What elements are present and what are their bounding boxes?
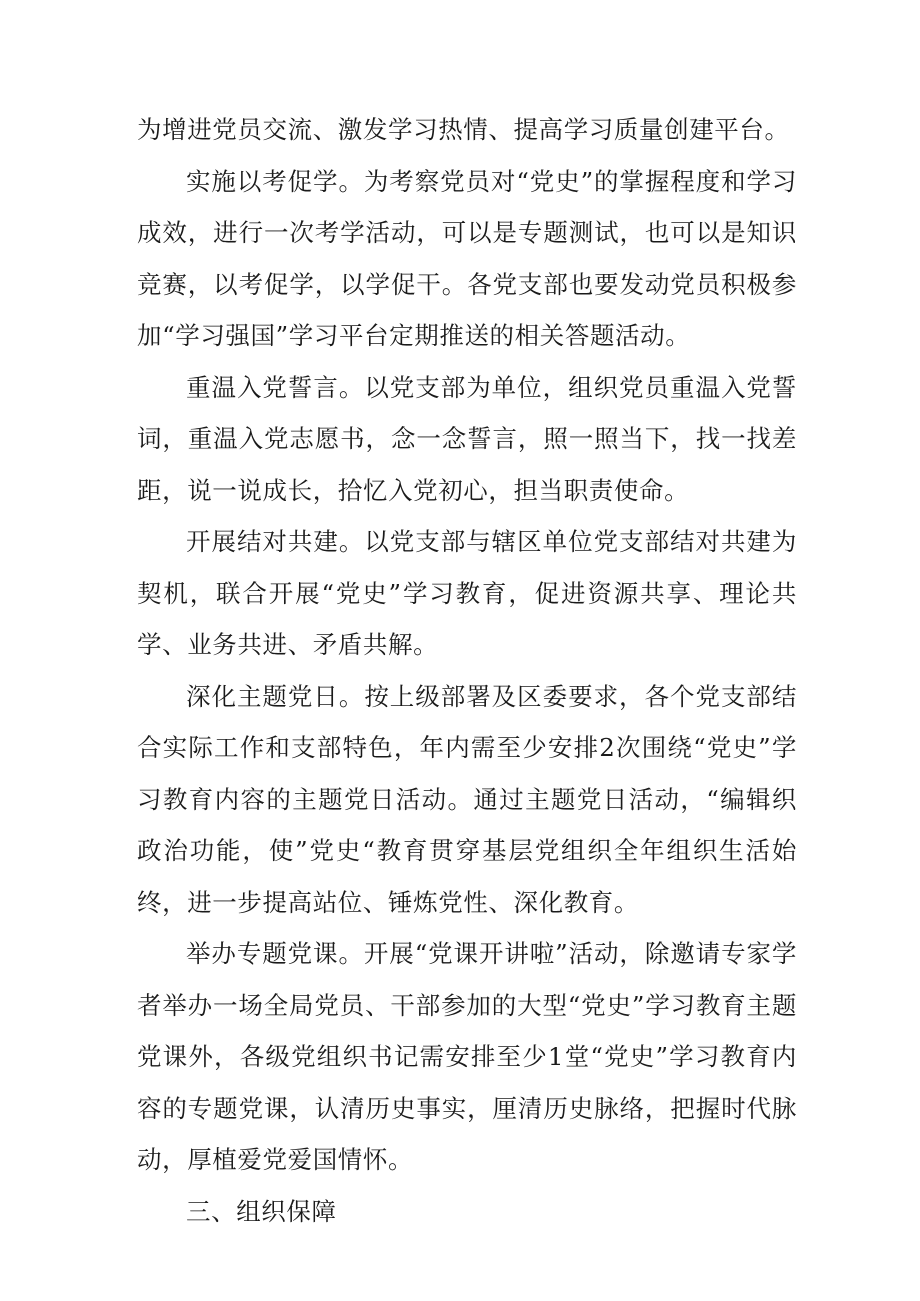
paragraph-party-lecture: 举办专题党课。开展“党课开讲啦”活动，除邀请专家学者举办一场全局党员、干部参加的大型“党史”学习教育主题党课外，各级党组织书记需安排至少1堂“党史”学习教育内容的专题党课，认清历史事实，厘清历史脉络，把握时代脉动，厚植爱党爱国情怀。 bbox=[137, 939, 797, 1174]
document-body bbox=[137, 104, 797, 1237]
paragraph-exam-study: 实施以考促学。为考察党员对“党史”的掌握程度和学习成效，进行一次考学活动，可以是专题测试，也可以是知识竞赛，以考促学，以学促干。各党支部也要发动党员积极参加“学习强国”学习平台定期推送的相关答题活动。 bbox=[137, 166, 797, 350]
section-heading: 三、组织保障 bbox=[186, 1196, 337, 1226]
paragraph-pairing: 开展结对共建。以党支部与辖区单位党支部结对共建为契机，联合开展“党史”学习教育，促进资源共享、理论共学、业务共进、矛盾共解。 bbox=[137, 527, 797, 659]
paragraph-oath: 重温入党誓言。以党支部为单位，组织党员重温入党誓词，重温入党志愿书，念一念誓言，照一照当下，找一找差距，说一说成长，拾忆入党初心，担当职责使命。 bbox=[137, 372, 797, 505]
paragraph-continuation: 为增进党员交流、激发学习热情、提高学习质量创建平台。 bbox=[137, 115, 790, 144]
paragraph-theme-day: 深化主题党日。按上级部署及区委要求，各个党支部结合实际工作和支部特色，年内需至少安排2次围绕“党史”学习教育内容的主题党日活动。通过主题党日活动，“编辑织政治功能，使”党史“教育贯穿基层党组织全年组织生活始终，进一步提高站位、锤炼党性、深化教育。 bbox=[137, 681, 797, 917]
